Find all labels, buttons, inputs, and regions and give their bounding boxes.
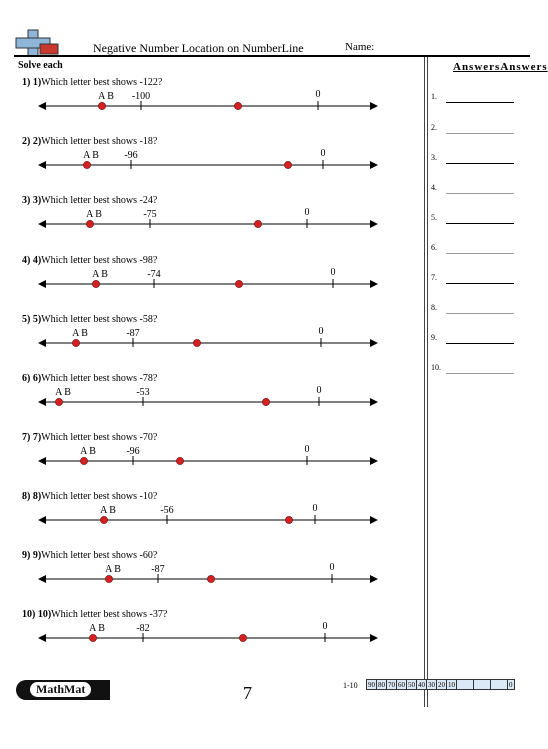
zero-label: 0 <box>304 444 310 455</box>
right-arrow-icon <box>370 220 378 228</box>
point-b <box>284 161 291 168</box>
question-prompt: Which letter best shows -58? <box>41 314 158 325</box>
reference-label: -75 <box>143 209 157 220</box>
answer-number: 7. <box>431 273 437 282</box>
zero-label: 0 <box>320 148 326 159</box>
point-letters: A B <box>83 150 99 161</box>
number-line <box>0 195 420 253</box>
number-line <box>0 373 420 431</box>
question-prompt: Which letter best shows -37? <box>51 609 168 620</box>
answer-number: 6. <box>431 243 437 252</box>
left-arrow-icon <box>38 102 46 110</box>
instructions: Solve each <box>18 60 63 71</box>
reference-label: -100 <box>131 91 151 102</box>
score-table <box>366 679 515 690</box>
question-number: 1) 1) <box>22 77 42 88</box>
brand-logo <box>16 680 110 700</box>
point-letters: A B <box>100 505 116 516</box>
point-b <box>285 516 292 523</box>
point-b <box>193 339 200 346</box>
point-a <box>72 339 79 346</box>
left-arrow-icon <box>38 457 46 465</box>
answer-blank[interactable] <box>446 313 514 314</box>
zero-label: 0 <box>318 326 324 337</box>
number-line <box>0 432 420 490</box>
point-b <box>176 457 183 464</box>
right-arrow-icon <box>370 457 378 465</box>
left-arrow-icon <box>38 516 46 524</box>
answer-number: 9. <box>431 333 437 342</box>
brand-name: MathMat <box>30 682 91 697</box>
score-label: 1-10 <box>343 681 358 690</box>
right-arrow-icon <box>370 516 378 524</box>
page-number: 7 <box>243 683 252 703</box>
zero-label: 0 <box>312 503 318 514</box>
point-letters: A B <box>72 328 88 339</box>
point-letters: A B <box>98 91 114 102</box>
point-a <box>89 634 96 641</box>
zero-label: 0 <box>315 89 321 100</box>
question-prompt: Which letter best shows -122? <box>41 77 163 88</box>
number-line <box>0 136 420 194</box>
question-prompt: Which letter best shows -70? <box>41 432 158 443</box>
score-cell: 90 <box>368 680 375 689</box>
point-a <box>83 161 90 168</box>
question-item <box>0 550 420 608</box>
reference-label: -96 <box>124 150 138 161</box>
question-item <box>0 255 420 313</box>
score-cell: 50 <box>408 680 415 689</box>
name-label: Name: <box>345 41 375 53</box>
answer-blank[interactable] <box>446 133 514 134</box>
question-number: 4) 4) <box>22 255 42 266</box>
logo-icon <box>14 30 60 56</box>
point-b <box>262 398 269 405</box>
point-a <box>55 398 62 405</box>
question-item <box>0 373 420 431</box>
answer-blank[interactable] <box>446 163 514 164</box>
answer-number: 4. <box>431 183 437 192</box>
left-arrow-icon <box>38 634 46 642</box>
point-a <box>98 102 105 109</box>
answer-blank[interactable] <box>446 373 514 374</box>
point-letters: A B <box>86 209 102 220</box>
reference-label: -74 <box>147 269 161 280</box>
right-arrow-icon <box>370 280 378 288</box>
reference-label: -56 <box>160 505 174 516</box>
question-number: 6) 6) <box>22 373 42 384</box>
zero-label: 0 <box>322 621 328 632</box>
score-cell <box>457 680 474 690</box>
answer-number: 5. <box>431 213 437 222</box>
reference-label: -53 <box>136 387 150 398</box>
question-number: 7) 7) <box>22 432 42 443</box>
question-item <box>0 77 420 135</box>
reference-label: -96 <box>126 446 140 457</box>
score-cell: 40 <box>418 680 425 689</box>
zero-label: 0 <box>304 207 310 218</box>
score-cell: 20 <box>438 680 445 689</box>
answer-number: 8. <box>431 303 437 312</box>
left-arrow-icon <box>38 220 46 228</box>
question-number: 10) 10) <box>22 609 52 620</box>
score-cell: 60 <box>398 680 405 689</box>
question-prompt: Which letter best shows -60? <box>41 550 158 561</box>
point-b <box>235 280 242 287</box>
point-b <box>239 634 246 641</box>
question-prompt: Which letter best shows -78? <box>41 373 158 384</box>
number-line <box>0 550 420 608</box>
answer-number: 3. <box>431 153 437 162</box>
number-line <box>0 609 420 667</box>
point-letters: A B <box>89 623 105 634</box>
column-divider <box>427 57 428 707</box>
zero-label: 0 <box>316 385 322 396</box>
left-arrow-icon <box>38 280 46 288</box>
answer-number: 1. <box>431 92 437 101</box>
number-line <box>0 255 420 313</box>
question-number: 2) 2) <box>22 136 42 147</box>
point-a <box>105 575 112 582</box>
answer-blank[interactable] <box>446 102 514 103</box>
point-b <box>234 102 241 109</box>
right-arrow-icon <box>370 634 378 642</box>
point-letters: A B <box>105 564 121 575</box>
question-prompt: Which letter best shows -18? <box>41 136 158 147</box>
left-arrow-icon <box>38 398 46 406</box>
question-number: 9) 9) <box>22 550 42 561</box>
page-title: Negative Number Location on NumberLine <box>93 41 304 55</box>
right-arrow-icon <box>370 398 378 406</box>
question-number: 8) 8) <box>22 491 42 502</box>
answer-number: 2. <box>431 123 437 132</box>
score-cell: 80 <box>378 680 385 689</box>
answer-blank[interactable] <box>446 193 514 194</box>
question-item <box>0 491 420 549</box>
score-cell: 30 <box>428 680 435 689</box>
number-line <box>0 77 420 135</box>
score-cell: 70 <box>388 680 395 689</box>
answer-blank[interactable] <box>446 283 514 284</box>
question-item <box>0 136 420 194</box>
right-arrow-icon <box>370 575 378 583</box>
reference-label: -87 <box>126 328 140 339</box>
question-number: 3) 3) <box>22 195 42 206</box>
question-item <box>0 195 420 253</box>
answer-blank[interactable] <box>446 253 514 254</box>
point-letters: A B <box>80 446 96 457</box>
column-divider <box>424 57 425 707</box>
score-cell: 10 <box>448 680 455 689</box>
question-prompt: Which letter best shows -10? <box>41 491 158 502</box>
point-a <box>80 457 87 464</box>
answers-heading: AnswersAnswers <box>453 61 548 73</box>
left-arrow-icon <box>38 575 46 583</box>
reference-label: -87 <box>151 564 165 575</box>
right-arrow-icon <box>370 339 378 347</box>
question-prompt: Which letter best shows -98? <box>41 255 158 266</box>
point-a <box>92 280 99 287</box>
question-item <box>0 432 420 490</box>
header-divider <box>14 55 530 57</box>
question-item <box>0 314 420 372</box>
point-a <box>86 220 93 227</box>
point-b <box>254 220 261 227</box>
question-prompt: Which letter best shows -24? <box>41 195 158 206</box>
score-cell: 0 <box>509 680 513 689</box>
zero-label: 0 <box>329 562 335 573</box>
answer-blank[interactable] <box>446 343 514 344</box>
right-arrow-icon <box>370 161 378 169</box>
point-letters: A B <box>92 269 108 280</box>
score-cell <box>491 680 508 690</box>
point-a <box>100 516 107 523</box>
number-line <box>0 314 420 372</box>
right-arrow-icon <box>370 102 378 110</box>
question-number: 5) 5) <box>22 314 42 325</box>
reference-label: -82 <box>136 623 150 634</box>
point-letters: A B <box>55 387 71 398</box>
left-arrow-icon <box>38 161 46 169</box>
zero-label: 0 <box>330 267 336 278</box>
score-cell <box>474 680 491 690</box>
answer-blank[interactable] <box>446 223 514 224</box>
number-line <box>0 491 420 549</box>
point-b <box>207 575 214 582</box>
answer-number: 10. <box>431 363 441 372</box>
left-arrow-icon <box>38 339 46 347</box>
question-item <box>0 609 420 667</box>
